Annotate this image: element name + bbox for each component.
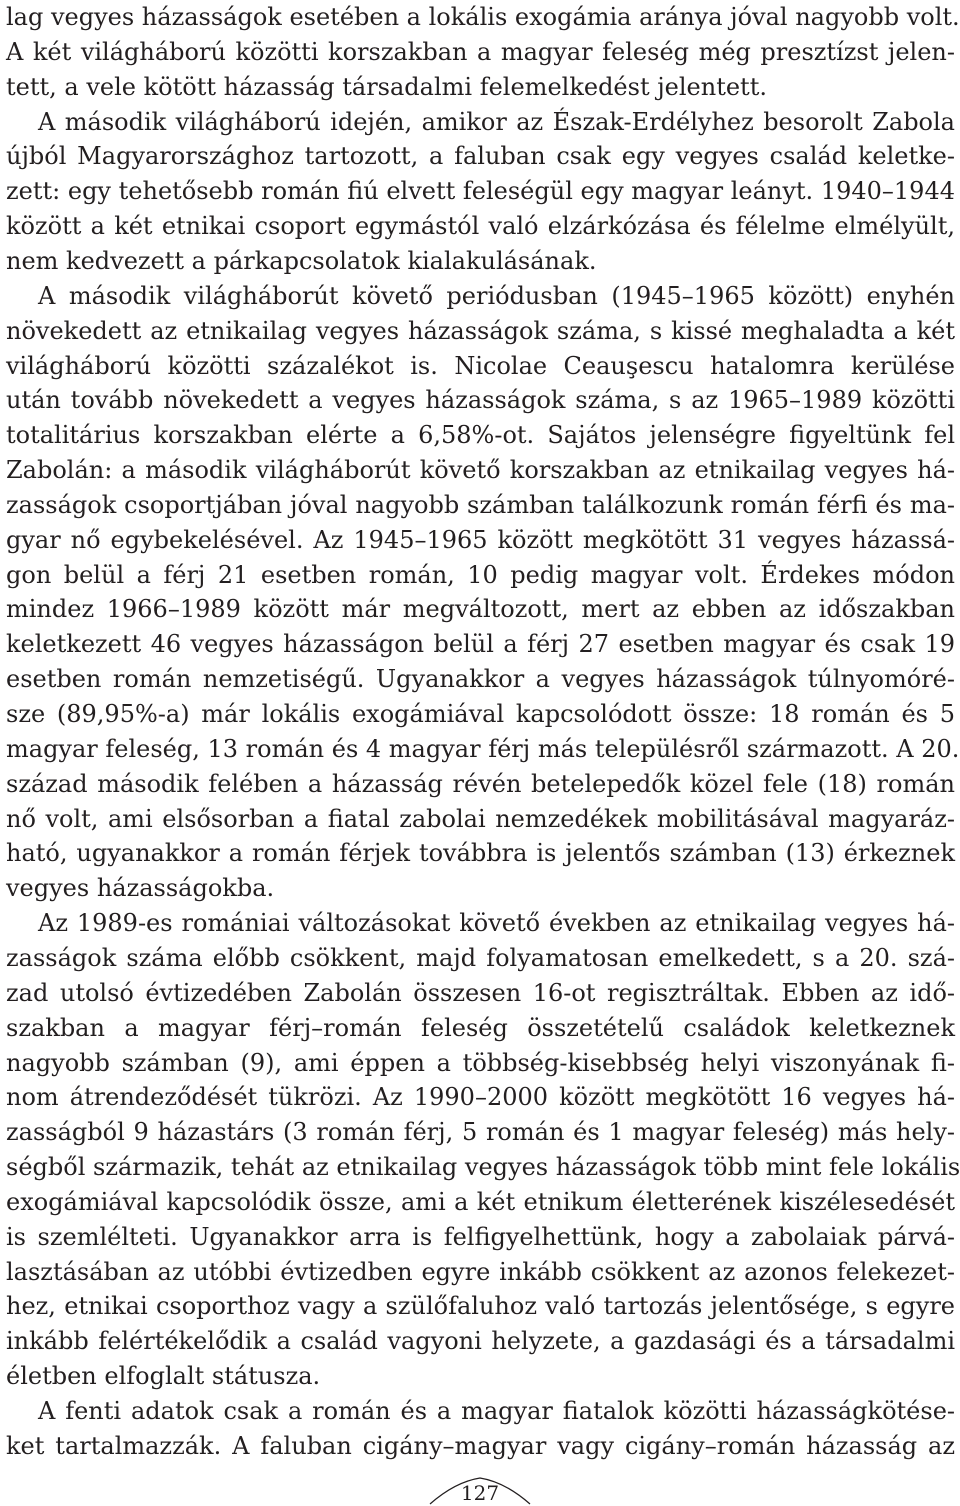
text-line: életben elfoglalt státusza. — [6, 1362, 321, 1391]
text-line: növekedett az etnikailag vegyes házasságok száma, s kissé meghaladta a két — [6, 316, 955, 345]
text-line: újból Magyarországhoz tartozott, a faluban csak egy vegyes család keletke- — [6, 142, 955, 171]
text-line: gon belül a férj 21 esetben román, 10 pedig magyar volt. Érdekes módon — [6, 560, 955, 589]
text-line: között a két etnikai csoport egymástól való elzárkózása és félelme elmélyült, — [6, 212, 955, 241]
text-line: tett, a vele kötött házasság társadalmi felemelkedést jelentett. — [6, 72, 767, 101]
text-line: is szemlélteti. Ugyanakkor arra is felfigyelhettünk, hogy a zabolaiak párvá- — [6, 1222, 955, 1251]
text-line: magyar feleség, 13 román és 4 magyar férj más településről származott. A 20. — [6, 734, 960, 763]
text-line: keletkezett 46 vegyes házasságon belül a férj 27 esetben magyar és csak 19 — [6, 630, 955, 659]
text-line: totalitárius korszakban elérte a 6,58%-ot. Sajátos jelenségre figyeltünk fel — [6, 421, 955, 450]
text-line: esetben román nemzetiségű. Ugyanakkor a vegyes házasságok túlnyomóré- — [6, 665, 955, 694]
text-line: sze (89,95%-a) már lokális exogámiával kapcsolódott össze: 18 román és 5 — [6, 700, 955, 728]
text-line: Az 1989-es romániai változásokat követő években az etnikailag vegyes há- — [38, 909, 955, 938]
page-number: 127 — [460, 1481, 500, 1505]
text-line: lasztásában az utóbbi évtizedben egyre inkább csökkent az azonos felekezet- — [6, 1257, 955, 1286]
text-line: zett: egy tehetősebb román fiú elvett feleségül egy magyar leányt. 1940–1944 — [6, 177, 955, 206]
text-line: zasságok csoportjában jóval nagyobb számban találkozunk román férfi és ma- — [6, 490, 955, 519]
text-line: lag vegyes házasságok esetében a lokális exogámia aránya jóval nagyobb volt. — [6, 3, 960, 31]
text-line: hez, etnikai csoporthoz vagy a szülőfaluhoz való tartozás jelentősége, s egyre — [6, 1292, 955, 1321]
text-line: zasságok száma előbb csökkent, majd folyamatosan emelkedett, s a 20. szá- — [6, 943, 955, 972]
text-line: szakban a magyar férj–román feleség összetételű családok keletkeznek — [6, 1013, 955, 1042]
text-line: ható, ugyanakkor a román férjek továbbra is jelentős számban (13) érkeznek — [6, 839, 955, 868]
text-line: gyar nő egybekelésével. Az 1945–1965 között megkötött 31 vegyes házassá- — [6, 525, 955, 554]
text-line: nagyobb számban (9), ami éppen a többség-kisebbség helyi viszonyának fi- — [6, 1048, 955, 1077]
text-line: nem kedvezett a párkapcsolatok kialakulásának. — [6, 246, 597, 275]
text-line: ket tartalmazzák. A faluban cigány–magyar vagy cigány–román házasság az — [6, 1431, 955, 1460]
text-line: vegyes házasságokba. — [6, 874, 275, 903]
text-line: A második világháborút követő periódusban (1945–1965 között) enyhén — [38, 281, 955, 310]
text-line: zad utolsó évtizedében Zabolán összesen 16-ot regisztráltak. Ebben az idő- — [6, 978, 955, 1007]
text-line: nő volt, ami elsősorban a fiatal zabolai nemzedékek mobilitásával magyaráz- — [6, 804, 955, 833]
text-line: világháború közötti százalékot is. Nicolae Ceauşescu hatalomra kerülése — [6, 351, 955, 380]
text-line: A két világháború közötti korszakban a magyar feleség még presztízst jelen- — [6, 37, 955, 66]
text-line: század második felében a házasság révén betelepedők közel fele (18) román — [6, 769, 955, 798]
text-line: A fenti adatok csak a román és a magyar fiatalok közötti házasságkötése- — [38, 1397, 955, 1425]
text-line: ségből származik, tehát az etnikailag vegyes házasságok több mint fele lokális — [6, 1153, 960, 1182]
text-line: Zabolán: a második világháborút követő korszakban az etnikailag vegyes há- — [6, 456, 955, 485]
text-line: inkább felértékelődik a család vagyoni helyzete, a gazdasági és a társadalmi — [6, 1327, 955, 1356]
text-line: nom átrendeződését tükrözi. Az 1990–2000 között megkötött 16 vegyes há- — [6, 1083, 955, 1112]
text-line: A második világháború idején, amikor az Észak-Erdélyhez besorolt Zabola — [38, 107, 955, 136]
text-line: exogámiával kapcsolódik össze, ami a két etnikum életterének kiszélesedését — [6, 1187, 955, 1216]
text-line: után tovább növekedett a vegyes házasságok száma, s az 1965–1989 közötti — [6, 386, 955, 415]
text-line: zasságból 9 házastárs (3 román férj, 5 román és 1 magyar feleség) más hely- — [6, 1118, 955, 1147]
text-line: mindez 1966–1989 között már megváltozott, mert az ebben az időszakban — [6, 595, 955, 624]
